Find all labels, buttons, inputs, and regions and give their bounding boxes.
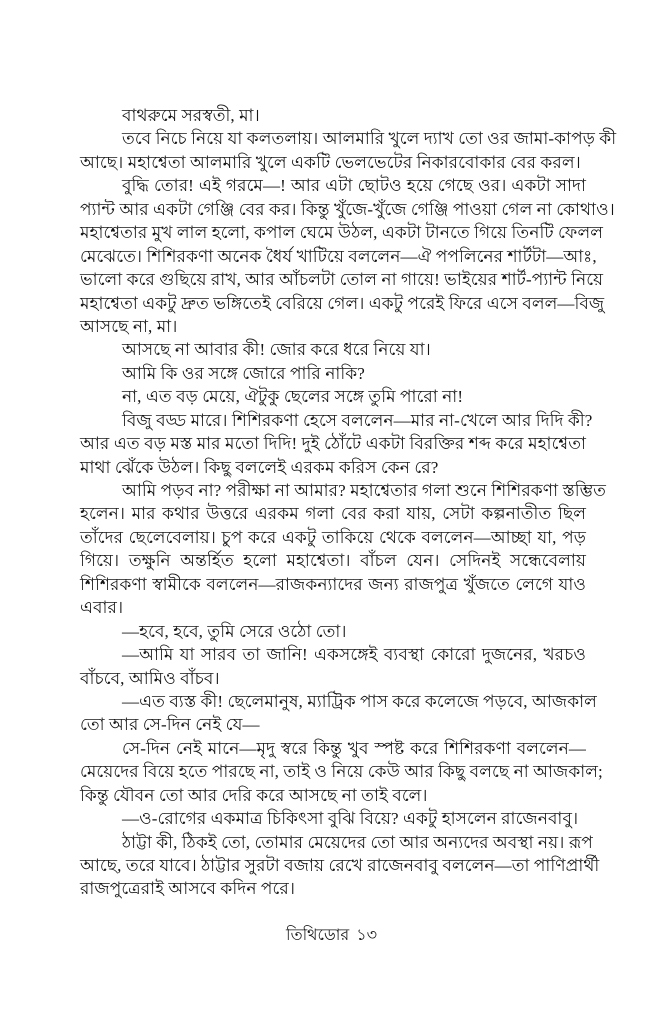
text-line: মাথা ঝেঁকে উঠল। কিছু বললেই এরকম করিস কেন রে? xyxy=(80,457,439,477)
text-line: মহাশ্বেতা একটু দ্রুত ভঙ্গিতেই বেরিয়ে গেল। একটু পরেই ফিরে এসে বলল—বিজু xyxy=(80,293,605,313)
text-line: আমি পড়ব না? পরীক্ষা না আমার? মহাশ্বেতার গলা শুনে শিশিরকণা স্তম্ভিত xyxy=(122,481,607,500)
text-line: না, এত বড় মেয়ে, ঐটুকু ছেলের সঙ্গে তুমি পারো না! xyxy=(122,387,464,407)
text-line: —আমি যা সারব তা জানি! একসঙ্গেই ব্যবস্থা কোরো দুজনের, খরচও xyxy=(122,645,586,665)
book-title: তিথিডোর xyxy=(286,927,350,944)
text-line: এবার। xyxy=(80,598,124,618)
text-line: —এত ব্যস্ত কী! ছেলেমানুষ, ম্যাট্রিক পাস করে কলেজে পড়বে, আজকাল xyxy=(122,691,597,711)
text-line: মেঝেতে। শিশিরকণা অনেক ধৈর্য খাটিয়ে বললেন—ঐ পপলিনের শার্টটা—আঃ, xyxy=(80,246,597,266)
text-line: শিশিরকণা স্বামীকে বললেন—রাজকন্যাদের জন্য রাজপুত্র খুঁজতে লেগে যাও xyxy=(80,574,586,594)
text-line: আসছে না, মা। xyxy=(80,316,178,336)
text-line: —হবে, হবে, তুমি সেরে ওঠো তো। xyxy=(122,621,347,641)
text-line: আছে। মহাশ্বেতা আলমারি খুলে একটি ভেলভেটের নিকারবোকার বের করল। xyxy=(80,152,581,172)
text-line: বাঁচবে, আমিও বাঁচব। xyxy=(80,668,220,688)
page-footer xyxy=(0,924,663,948)
text-line: কিন্তু যৌবন তো আর দেরি করে আসছে না তাই বলে। xyxy=(80,785,428,805)
text-line: গিয়ে। তক্ষুনি অন্তর্হিত হলো মহাশ্বেতা। বাঁচল যেন। সেদিনই সন্ধেবেলায় xyxy=(80,551,586,571)
page-number: ১৩ xyxy=(356,927,377,944)
text-line: বিজু বড্ড মারে। শিশিরকণা হেসে বললেন—মার না-খেলে আর দিদি কী? xyxy=(122,410,593,430)
text-line: সে-দিন নেই মানে—মৃদু স্বরে কিন্তু খুব স্পষ্ট করে শিশিরকণা বললেন— xyxy=(122,738,586,758)
text-line: তবে নিচে নিয়ে যা কলতলায়। আলমারি খুলে দ্যাখ তো ওর জামা-কাপড় কী xyxy=(122,129,617,149)
text-line: প্যান্ট আর একটা গেঞ্জি বের কর। কিন্তু খুঁজে-খুঁজে গেঞ্জি পাওয়া গেল না কোথাও। xyxy=(80,199,615,219)
text-line: —ও-রোগের একমাত্র চিকিৎসা বুঝি বিয়ে? একটু হাসলেন রাজেনবাবু। xyxy=(122,809,579,829)
text-line: আর এত বড় মস্ত মার মতো দিদি! দুই ঠোঁটে একটা বিরক্তির শব্দ করে মহাশ্বেতা xyxy=(80,434,586,454)
text-line: মহাশ্বেতার মুখ লাল হলো, কপাল ঘেমে উঠল, একটা টানতে গিয়ে তিনটি ফেলল xyxy=(80,223,603,243)
text-line: আসছে না আবার কী! জোর করে ধরে নিয়ে যা। xyxy=(122,340,431,360)
text-line: বাথরুমে সরস্বতী, মা। xyxy=(122,106,260,125)
text-line: ভালো করে গুছিয়ে রাখ, আর আঁচলটা তোল না গায়ে! ভাইয়ের শার্ট-প্যান্ট নিয়ে xyxy=(80,270,604,290)
text-line: আমি কি ওর সঙ্গে জোরে পারি নাকি? xyxy=(122,363,365,383)
text-line: আছে, তরে যাবে। ঠাট্টার সুরটা বজায় রেখে রাজেনবাবু বললেন—তা পাণিপ্রার্থী xyxy=(80,856,600,875)
text-line: তাঁদের ছেলেবেলায়। চুপ করে একটু তাকিয়ে থেকে বললেন—আচ্ছা যা, পড় xyxy=(80,527,586,547)
text-line: হলেন। মার কথার উত্তরে এরকম গলা বের করা যায়, সেটা কল্পনাতীত ছিল xyxy=(80,504,586,524)
text-line: মেয়েদের বিয়ে হতে পারছে না, তাই ও নিয়ে কেউ আর কিছু বলছে না আজকাল; xyxy=(80,762,603,782)
text-line: ঠাট্টা কী, ঠিকই তো, তোমার মেয়েদের তো আর অন্যদের অবস্থা নয়। রূপ xyxy=(122,832,593,852)
text-line: বুদ্ধি তোর! এই গরমে—! আর এটা ছোটও হয়ে গেছে ওর। একটা সাদা xyxy=(122,176,586,196)
text-line: রাজপুত্রেরাই আসবে কদিন পরে। xyxy=(80,879,296,899)
text-line: তো আর সে-দিন নেই যে— xyxy=(80,715,260,735)
body-text xyxy=(80,104,617,901)
